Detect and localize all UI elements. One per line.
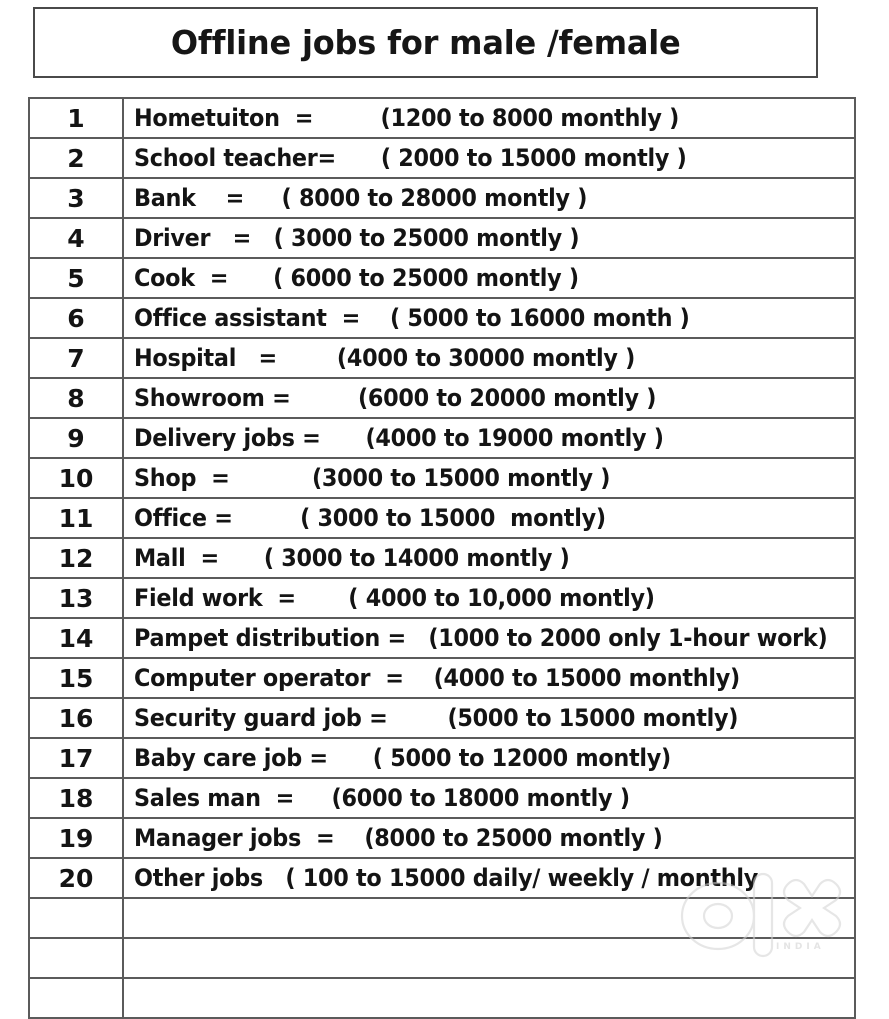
row-number-cell: 6 [29, 298, 123, 338]
row-description-cell [123, 818, 855, 858]
row-number-cell: 4 [29, 218, 123, 258]
table-row [29, 578, 855, 618]
table-row [29, 218, 855, 258]
table-row [29, 98, 855, 138]
page-title: Offline jobs for male /female [170, 23, 681, 62]
watermark-label: INDIA [776, 942, 825, 952]
row-description-cell [123, 338, 855, 378]
table-row [29, 338, 855, 378]
row-number-cell: 10 [29, 458, 123, 498]
row-description-cell [123, 98, 855, 138]
table-row [29, 938, 855, 978]
row-number-cell: 13 [29, 578, 123, 618]
row-description-cell [123, 778, 855, 818]
row-number-cell: 2 [29, 138, 123, 178]
row-description-cell [123, 578, 855, 618]
row-description-cell [123, 138, 855, 178]
table-row [29, 178, 855, 218]
row-number-cell: 15 [29, 658, 123, 698]
row-description-cell [123, 378, 855, 418]
table-row [29, 538, 855, 578]
row-description-cell [123, 418, 855, 458]
row-description-cell [123, 498, 855, 538]
table-row [29, 698, 855, 738]
row-description-text: Baby care job = ( 5000 to 12000 montly) [134, 744, 671, 772]
row-number-cell: 17 [29, 738, 123, 778]
row-number-cell [29, 938, 123, 978]
row-description-text: Computer operator = (4000 to 15000 monthly) [134, 664, 740, 692]
table-row [29, 738, 855, 778]
row-description-cell [123, 538, 855, 578]
row-description-cell [123, 618, 855, 658]
row-number-cell: 8 [29, 378, 123, 418]
row-number-cell: 12 [29, 538, 123, 578]
row-description-text: Other jobs ( 100 to 15000 daily/ weekly / monthly [134, 864, 759, 892]
row-description-cell [123, 178, 855, 218]
row-number-cell: 7 [29, 338, 123, 378]
row-description-text: Security guard job = (5000 to 15000 montly) [134, 704, 739, 732]
table-row [29, 298, 855, 338]
row-description-text: Office assistant = ( 5000 to 16000 month ) [134, 304, 690, 332]
row-number-cell [29, 898, 123, 938]
table-row [29, 818, 855, 858]
row-description-text: Bank = ( 8000 to 28000 montly ) [134, 184, 588, 212]
table-row [29, 618, 855, 658]
table-row [29, 778, 855, 818]
row-number-cell: 19 [29, 818, 123, 858]
row-number-cell: 11 [29, 498, 123, 538]
row-number-cell: 5 [29, 258, 123, 298]
row-description-text: Shop = (3000 to 15000 montly ) [134, 464, 611, 492]
table-row [29, 898, 855, 938]
table-row [29, 418, 855, 458]
row-description-text: Sales man = (6000 to 18000 montly ) [134, 784, 630, 812]
row-description-cell [123, 858, 855, 898]
row-description-cell [123, 458, 855, 498]
row-description-cell [123, 698, 855, 738]
table-row [29, 498, 855, 538]
jobs-table-body [29, 98, 855, 1018]
row-number-cell: 16 [29, 698, 123, 738]
row-number-cell: 1 [29, 98, 123, 138]
row-description-text: Delivery jobs = (4000 to 19000 montly ) [134, 424, 664, 452]
row-description-text: Field work = ( 4000 to 10,000 montly) [134, 584, 655, 612]
row-number-cell [29, 978, 123, 1018]
document-title-box [33, 7, 818, 78]
row-description-cell [123, 738, 855, 778]
row-description-text: Hometuiton = (1200 to 8000 monthly ) [134, 104, 680, 132]
row-description-cell [123, 938, 855, 978]
table-row [29, 858, 855, 898]
row-description-text: Showroom = (6000 to 20000 montly ) [134, 384, 657, 412]
row-number-cell: 18 [29, 778, 123, 818]
row-number-cell: 3 [29, 178, 123, 218]
row-description-text: Cook = ( 6000 to 25000 montly ) [134, 264, 579, 292]
row-description-cell [123, 658, 855, 698]
table-row [29, 658, 855, 698]
table-row [29, 458, 855, 498]
row-number-cell: 14 [29, 618, 123, 658]
row-description-cell [123, 898, 855, 938]
table-row [29, 978, 855, 1018]
row-description-cell [123, 218, 855, 258]
row-description-text: Mall = ( 3000 to 14000 montly ) [134, 544, 570, 572]
row-number-cell: 9 [29, 418, 123, 458]
row-number-cell: 20 [29, 858, 123, 898]
row-description-cell [123, 298, 855, 338]
row-description-text: Office = ( 3000 to 15000 montly) [134, 504, 606, 532]
row-description-text: School teacher= ( 2000 to 15000 montly ) [134, 144, 687, 172]
table-row [29, 378, 855, 418]
row-description-text: Hospital = (4000 to 30000 montly ) [134, 344, 636, 372]
row-description-cell [123, 978, 855, 1018]
row-description-text: Pampet distribution = (1000 to 2000 only 1-hour work) [134, 624, 828, 652]
row-description-text: Manager jobs = (8000 to 25000 montly ) [134, 824, 663, 852]
jobs-table [28, 97, 856, 1019]
row-description-cell [123, 258, 855, 298]
table-row [29, 258, 855, 298]
row-description-text: Driver = ( 3000 to 25000 montly ) [134, 224, 580, 252]
table-row [29, 138, 855, 178]
